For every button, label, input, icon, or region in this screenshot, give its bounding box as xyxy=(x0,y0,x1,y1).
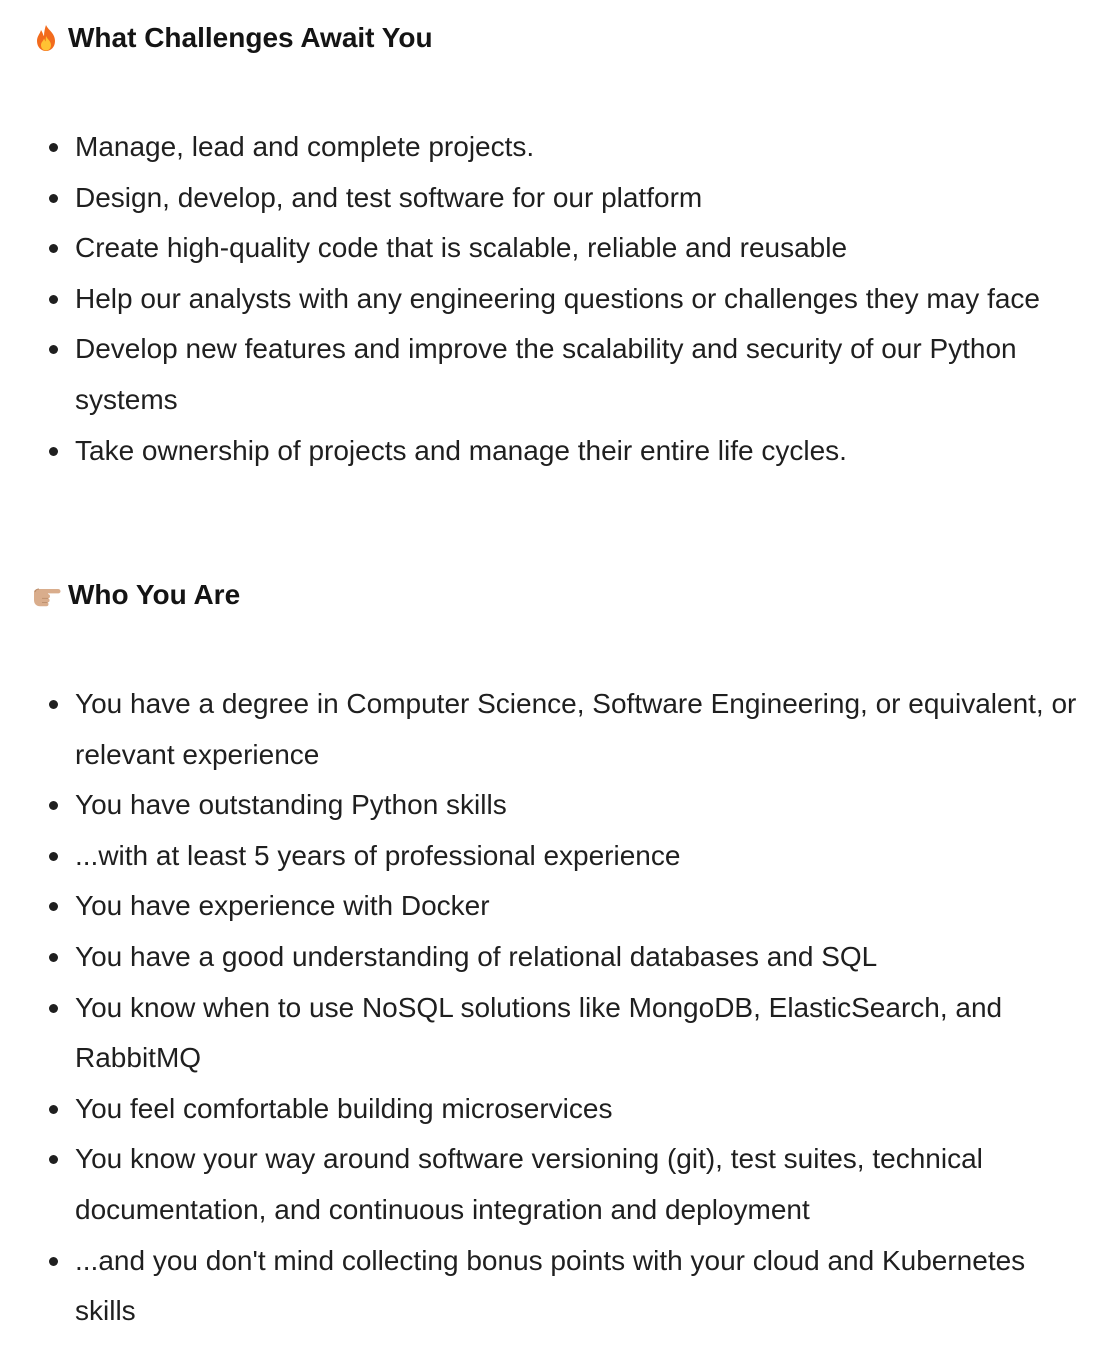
bullet-icon xyxy=(49,852,58,861)
bullet-icon xyxy=(49,345,58,354)
list-item: Design, develop, and test software for our platform xyxy=(0,173,1099,224)
bullet-icon xyxy=(49,1155,58,1164)
list-item: You feel comfortable building microservices xyxy=(0,1084,1099,1135)
bullet-icon xyxy=(49,447,58,456)
section-heading-who-you-are xyxy=(31,577,240,613)
list-item: You have outstanding Python skills xyxy=(0,780,1099,831)
bullet-icon xyxy=(49,953,58,962)
bullet-icon xyxy=(49,1105,58,1114)
list-item: ...and you don't mind collecting bonus points with your cloud and Kubernetes skills xyxy=(0,1236,1099,1337)
who-you-are-list xyxy=(0,679,1099,1337)
list-item: You have a good understanding of relational databases and SQL xyxy=(0,932,1099,983)
pointing-hand-icon xyxy=(31,580,61,610)
bullet-icon xyxy=(49,902,58,911)
bullet-icon xyxy=(49,1004,58,1013)
list-item: You know your way around software versioning (git), test suites, technical documentation, and continuous integration and deployment xyxy=(0,1134,1099,1235)
section-title: Who You Are xyxy=(68,579,241,610)
list-item: ...with at least 5 years of professional experience xyxy=(0,831,1099,882)
bullet-icon xyxy=(49,1257,58,1266)
section-title: What Challenges Await You xyxy=(68,22,433,53)
bullet-icon xyxy=(49,700,58,709)
list-item: You know when to use NoSQL solutions like MongoDB, ElasticSearch, and RabbitMQ xyxy=(0,983,1099,1084)
list-item: Help our analysts with any engineering questions or challenges they may face xyxy=(0,274,1099,325)
fire-icon xyxy=(31,23,61,53)
section-heading-challenges xyxy=(31,20,433,56)
list-item: You have a degree in Computer Science, Software Engineering, or equivalent, or relevant experience xyxy=(0,679,1099,780)
bullet-icon xyxy=(49,244,58,253)
bullet-icon xyxy=(49,194,58,203)
list-item: You have experience with Docker xyxy=(0,881,1099,932)
bullet-icon xyxy=(49,801,58,810)
bullet-icon xyxy=(49,295,58,304)
list-item: Manage, lead and complete projects. xyxy=(0,122,1099,173)
list-item: Take ownership of projects and manage their entire life cycles. xyxy=(0,426,1099,477)
list-item: Develop new features and improve the scalability and security of our Python systems xyxy=(0,324,1099,425)
challenges-list xyxy=(0,122,1099,476)
bullet-icon xyxy=(49,143,58,152)
list-item: Create high-quality code that is scalable, reliable and reusable xyxy=(0,223,1099,274)
